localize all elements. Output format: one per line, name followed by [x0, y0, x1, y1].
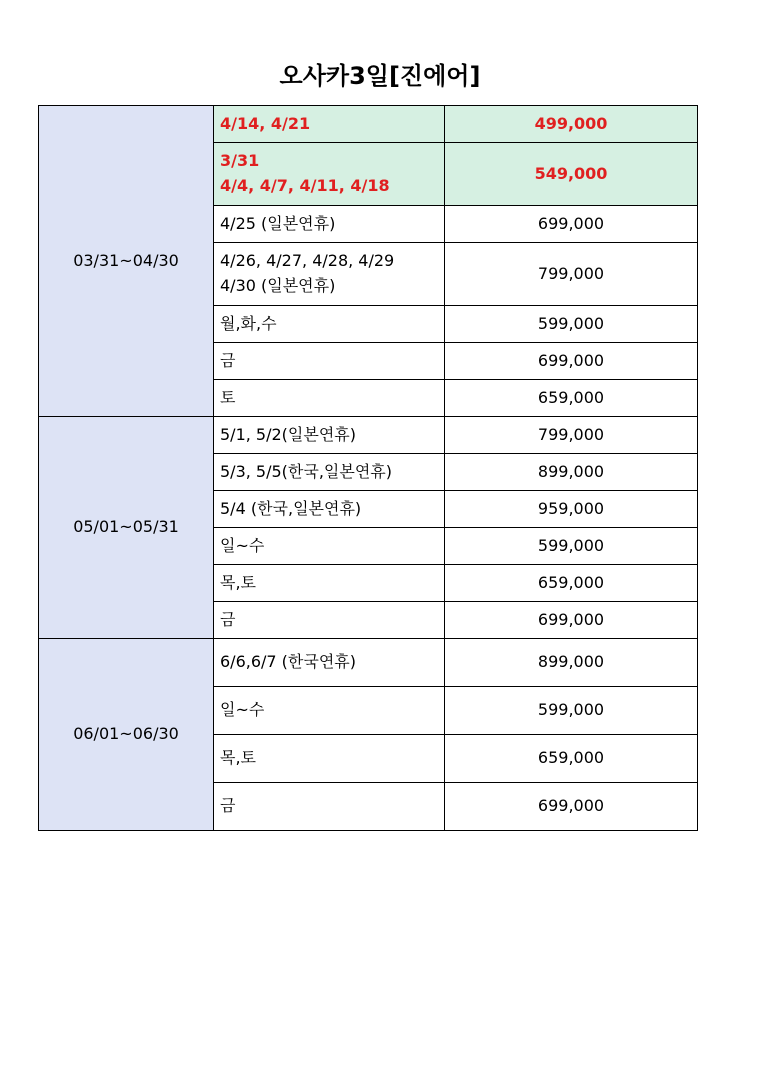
- date-text: 목,토: [220, 748, 256, 768]
- date-cell: [214, 783, 445, 831]
- date-text: 6/6,6/7 (한국연휴): [220, 652, 356, 672]
- price-cell: 549,000: [445, 143, 698, 206]
- price-cell: 599,000: [445, 306, 698, 343]
- date-text: 4/26, 4/27, 4/28, 4/29: [220, 251, 395, 271]
- date-cell: [214, 565, 445, 602]
- table-row: [39, 639, 698, 687]
- table-row: [39, 106, 698, 143]
- date-cell: [214, 491, 445, 528]
- period-cell: 03/31~04/30: [39, 106, 214, 417]
- date-text: 5/4 (한국,일본연휴): [220, 498, 362, 518]
- date-text: 월,화,수: [220, 313, 277, 333]
- date-text: 4/14, 4/21: [220, 113, 311, 133]
- price-cell: 899,000: [445, 454, 698, 491]
- price-cell: 959,000: [445, 491, 698, 528]
- date-text: 금: [220, 350, 236, 370]
- price-cell: 659,000: [445, 735, 698, 783]
- date-text: 토: [220, 387, 236, 407]
- date-text: 5/3, 5/5(한국,일본연휴): [220, 461, 392, 481]
- period-cell: 06/01~06/30: [39, 639, 214, 831]
- date-cell: [214, 106, 445, 143]
- price-cell: 699,000: [445, 783, 698, 831]
- date-cell: [214, 417, 445, 454]
- price-cell: 659,000: [445, 565, 698, 602]
- price-cell: 599,000: [445, 528, 698, 565]
- date-text: 4/25 (일본연휴): [220, 213, 336, 233]
- price-cell: 699,000: [445, 602, 698, 639]
- date-cell: [214, 639, 445, 687]
- date-cell: [214, 143, 445, 206]
- table-row: [39, 417, 698, 454]
- date-text: 금: [220, 796, 236, 816]
- price-table: [38, 105, 698, 831]
- date-cell: [214, 343, 445, 380]
- page-title: 오사카3일[진에어]: [279, 62, 481, 90]
- price-cell: 599,000: [445, 687, 698, 735]
- price-cell: 699,000: [445, 343, 698, 380]
- date-cell: [214, 687, 445, 735]
- date-text: 5/1, 5/2(일본연휴): [220, 424, 356, 444]
- date-cell: [214, 243, 445, 306]
- date-cell: [214, 206, 445, 243]
- date-text: 일~수: [220, 535, 265, 555]
- date-cell: [214, 602, 445, 639]
- date-text: 4/30 (일본연휴): [220, 276, 336, 295]
- date-text: 금: [220, 609, 236, 629]
- price-cell: 699,000: [445, 206, 698, 243]
- price-cell: 799,000: [445, 417, 698, 454]
- date-text: 3/31: [220, 151, 260, 171]
- price-cell: 659,000: [445, 380, 698, 417]
- date-text: 4/4, 4/7, 4/11, 4/18: [220, 176, 390, 195]
- date-cell: [214, 306, 445, 343]
- date-cell: [214, 735, 445, 783]
- date-text: 일~수: [220, 700, 265, 720]
- date-text: 목,토: [220, 572, 256, 592]
- date-cell: [214, 454, 445, 491]
- date-cell: [214, 528, 445, 565]
- period-cell: 05/01~05/31: [39, 417, 214, 639]
- price-cell: 499,000: [445, 106, 698, 143]
- price-cell: 799,000: [445, 243, 698, 306]
- date-cell: [214, 380, 445, 417]
- price-cell: 899,000: [445, 639, 698, 687]
